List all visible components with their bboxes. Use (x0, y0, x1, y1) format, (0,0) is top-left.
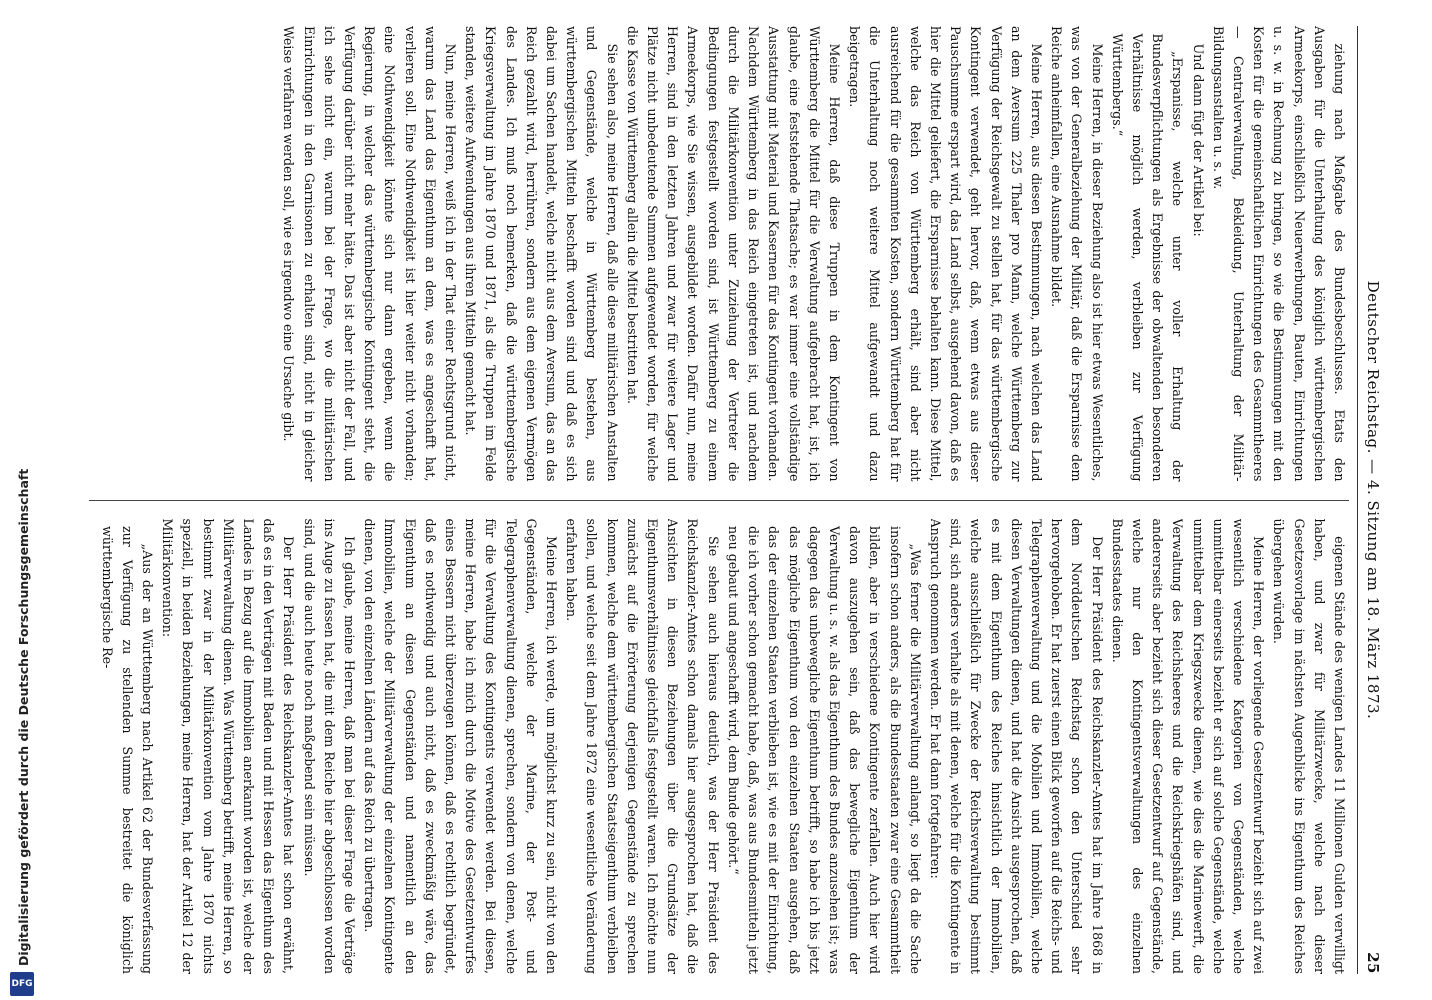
paragraph: Meine Herren, in dieser Beziehung also ist hier etwas Wesentliches, was von der Generalbeziehung der Militär, daß die Ersparnisse dem Reiche anheimfallen, eine Ausnahme bildet. (1049, 26, 1105, 482)
paragraph: Meine Herren, ich werde, um möglichst kurz zu sein, nicht von den Gegenständen, welche der Marine, der Post- und Telegraphenverwaltung dienen, sprechen, sondern von denen, welche für die Verwaltung des Kontingents verwendet werden. Bei diesen, meine Herren, habe ich mich durch die Motive des Gesetzentwurfes eines Bessern nicht überzeugen können, daß es rechtlich begründet, daß es nothwendig und auch nicht, daß es zweckmäßig wäre, das Eigenthum an diesen Gegenständen und namentlich an den Immobilien, welche der Militärverwaltung der einzelnen Kontingente dienen, von den einzelnen Ländern auf das Reich zu übertragen. (362, 518, 560, 974)
paragraph: ziehung nach Maßgabe des Bundesbeschlusses. Etats den Ausgaben für die Unterhaltung des königlich württembergischen Armeekorps, einschließlich Neuerwerbungen, Bauten, Einrichtungen u. s. w. in Rechnung zu bringen, so wie die Bestimmungen mit den Kosten für die gemeinschaftlichen Einrichtungen des Gesammtheeres — Centralverwaltung, Bekleidung, Unterhaltung der Militär-Bildungsanstalten u. s. w. (1210, 26, 1347, 482)
page-number: 25 (1364, 952, 1382, 974)
running-head (1358, 26, 1382, 974)
paragraph: Der Herr Präsident des Reichskanzler-Amtes hat im Jahre 1868 in dem Norddeutschen Reichstag schon den Unterschied sehr hervorgehoben. Er hat zuerst einen Blick geworfen auf die Reichs- und Telegraphenverwaltung und die Mobilien und Immobilien, welche diesen Verwaltungen dienen, und hat die Ansicht ausgesprochen, daß es mit dem Eigenthum des Reiches hinsichtlich der Immobilien, welche ausschließlich für Zwecke der Reichsverwaltung bestimmt sind, sich anders verhalte als mit denen, welche für die Kontingente in Anspruch genommen werden. Er hat dann fortgefahren: (927, 518, 1105, 974)
paragraph: Meine Herren, der vorliegende Gesetzentwurf bezieht sich auf zwei wesentlich verschiedene Kategorien von Gegenständen, welche unmittelbar einerseits bezieht er sich auf solche Gegenstände, welche unmittelbar dem Kriegszwecke dienen, wie dies die Marinewerft, die Verwaltung des Reichsheeres und die Reichskriegshäfen sind, und andererseits aber bezieht sich dieser Gesetzentwurf auf Gegenstände, welche nur den Kontingentsverwaltungen des einzelnen Bundesstaates dienen. (1109, 518, 1267, 974)
paragraph: Sie sehen also, meine Herren, daß alle diese militärischen Anstalten und Gegenstände, welche in Württemberg bestehen, aus württembergischen Mitteln beschafft worden sind und daß es sich dabei um Sachen handelt, welche nicht aus dem Aversum, das an das Reich gezahlt wird, herrühren, sondern aus dem eigenen Vermögen des Landes. Ich muß noch bemerken, daß die württembergische Kriegsverwaltung im Jahre 1870 und 1871, als die Truppen im Felde standen, weitere Aufwendungen aus ihren Mitteln gemacht hat. (463, 26, 620, 482)
dfg-logo: DFG (10, 972, 34, 996)
newspaper-page (36, 0, 1396, 1000)
paragraph: Meine Herren, aus diesen Bestimmungen, nach welchen das Land an dem Aversum 225 Thaler pro Mann, welche Württemberg zur Verfügung der Reichsgewalt zu stellen hat, für das württembergische Kontingent verwendet, geht hervor, daß, wenn etwas aus dieser Pauschsumme erspart wird, das Land selbst, ausgehend davon, daß es hier die Mittel geliefert, die Ersparnisse behalten kann. Diese Mittel, welche das Reich von Württemberg erhält, sind aber nicht ausreichend für die gesammten Kosten, sondern Württemberg hat für die Unterhaltung noch weitere Mittel aufgewandt und dazu beigetragen. (847, 26, 1044, 482)
digitization-credit (4, 6, 40, 996)
credit-text: Digitalisierung gefördert durch die Deutsche Forschungsgemeinschaft (16, 468, 31, 966)
column-divider (89, 500, 1349, 501)
running-title: Deutscher Reichstag. — 4. Sitzung am 18. März 1873. (1364, 280, 1382, 720)
paragraph: „Erspanisse, welche unter voller Erhaltung der Bundesverpflichtungen als Ergebnisse der obwaltenden besonderen Verhältnisse möglich werden, verbleiben zur Verfügung Württembergs.“ (1109, 33, 1186, 482)
paragraph: Ich glaube, meine Herren, daß man bei dieser Frage die Verträge ins Auge zu fassen hat, die mit dem Reiche hier abgeschlossen worden sind, und die auch heute noch maßgebend sein müssen. (301, 518, 358, 974)
paragraph: „Aus der an Württemberg nach Artikel 62 der Bundesverfassung zur Verfügung zu stellenden Summe bestreitet die königlich württembergische Re- (99, 526, 156, 974)
column-left (89, 26, 1349, 482)
paragraph: „Was ferner die Militärverwaltung anlangt, so liegt da die Sache insofern schon anders, als die Bundesstaaten zwar eine Gesammtheit bilden, aber in verschiedene Kontingente zerfallen. Auch hier wird davon auszugehen sein, daß das bewegliche Eigenthum der Verwaltung u. s. w. als das Eigenthum des Bundes anzusehen ist; was dagegen das unbewegliche Eigenthum betrifft, so habe ich bis jetzt das mögliche Eigenthum von den einzelnen Staaten ausgehen, daß das der einzelnen Staaten verblieben ist, wie es mit der Einrichtung, die ich vorher schon gemacht habe, daß, was aus Bundesmitteln jetzt neu gebaut und angeschafft wird, dem Bunde gehört.“ (725, 526, 923, 974)
paragraph: Sie sehen auch hieraus deutlich, was der Herr Präsident des Reichskanzler-Amtes schon damals hier ausgesprochen hat, daß die Ansichten in diesen Beziehungen über die Grundsätze der Eigenthumsverhältnisse gleichfalls festgestellt waren. Ich möchte nun zunächst auf die Erörterung derjenigen Gegenstände zu sprechen kommen, welche dem württembergischen Staatseigenthum verbleiben sollen, und welche seit dem Jahre 1872 eine wesentliche Veränderung erfahren haben. (564, 518, 721, 974)
header-rule (1357, 26, 1358, 974)
column-right (89, 519, 1349, 975)
paragraph: Meine Herren, daß diese Truppen in dem Kontingent von Württemberg die Mittel für die Verwaltung aufgebracht hat, ist, ich glaube, eine feststehende Thatsache; es war immer eine vollständige Ausstattung mit Material und Kasernen für das Kontingent vorhanden. Nachdem Württemberg in das Reich eingetreten ist, und nachdem durch die Militärkonvention unter Zuziehung der Vertreter die Bedingungen festgestellt worden sind, ist Württemberg zu einem Armeekorps, wie Sie wissen, ausgebildet worden. Dafür nun, meine Herren, sind in den letzten Jahren und zwar für weitere Lager und Plätze nicht unbedeutende Summen aufgewendet worden, für welche die Kasse von Württemberg allein die Mittel bestritten hat. (624, 26, 842, 482)
paragraph: eigenen Stände des wenigen Landes 11 Millionen Gulden verwilligt haben, und zwar für Militärzwecke, welche nach dieser Gesetzesvorlage im nächsten Augenblicke ins Eigenthum des Reiches übergehen würden. (1271, 518, 1347, 974)
paragraph: Nun, meine Herren, weiß ich in der That einer Rechtsgrund nicht, warum das Land das Eigenthum an dem, was es angeschafft hat, verlieren soll. Eine Nothwendigkeit ist hier weiter nicht vorhanden; eine Nothwendigkeit könnte sich nur dann ergeben, wenn die Regierung, in welcher das württembergische Kontingent steht, die Verfügung darüber nicht mehr hätte. Das ist aber nicht der Fall, und ich sehe nicht ein, warum bei der Frage, wo die militärischen Einrichtungen in den Garnisonen zu erhalten sind, nicht in gleicher Weise verfahren werden soll, wie es irgendwo eine Ursache gibt. (281, 26, 459, 482)
paragraph: Der Herr Präsident des Reichskanzler-Amtes hat schon erwähnt, daß es in den Verträgen mit Baden und mit Hessen das Eigenthum des Landes in Bezug auf die Immobilien anerkannt worden ist, welche der Militärverwaltung dienen. Was Württemberg betrifft, meine Herren, so bestimmt zwar in der Militärkonvention vom Jahre 1870 nichts speziell, in beiden Beziehungen, meine Herren, hat der Artikel 12 der Militärkonvention: (160, 518, 297, 974)
text-columns (89, 26, 1349, 974)
paragraph: Und dann fügt der Artikel bei: (1190, 43, 1206, 237)
